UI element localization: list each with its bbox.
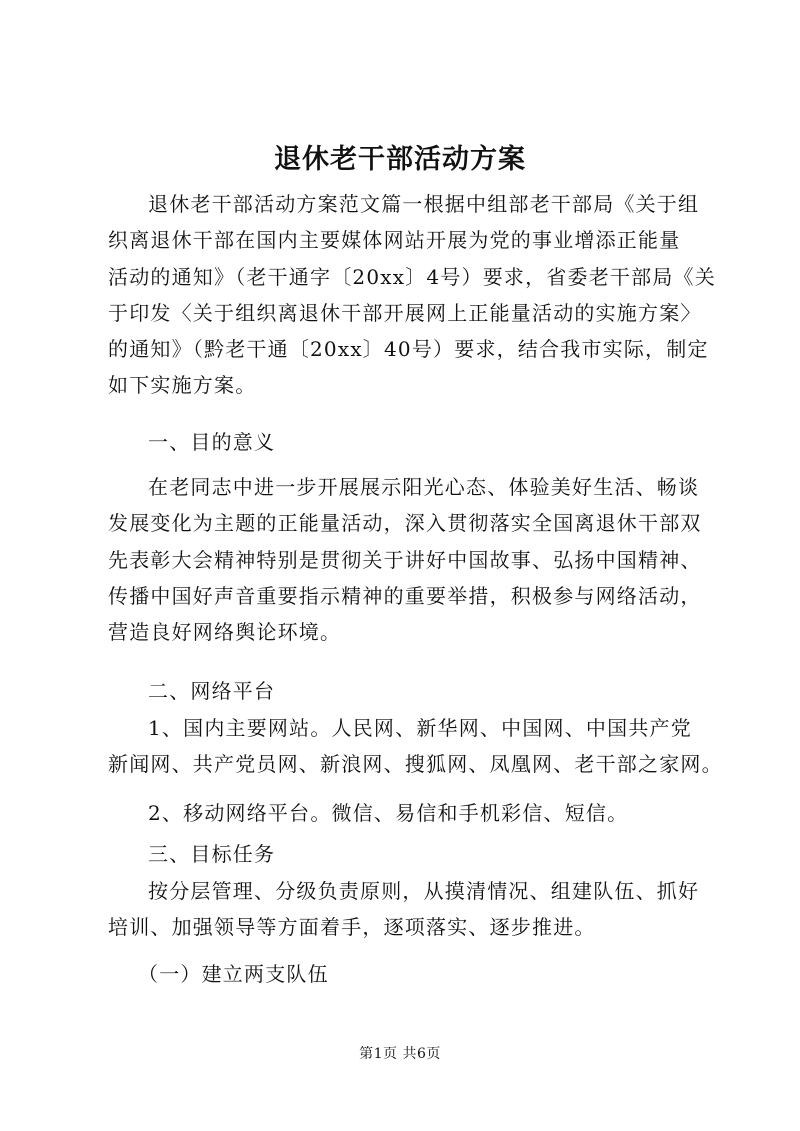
purpose-line: 先表彰大会精神特别是贯彻关于讲好中国故事、弘扬中国精神、: [108, 547, 702, 572]
purpose-line: 传播中国好声音重要指示精神的重要举措，积极参与网络活动，: [108, 583, 702, 608]
goals-paragraph: [108, 873, 698, 946]
purpose-line: 在老同志中进一步开展展示阳光心态、体验美好生活、畅谈: [148, 475, 700, 499]
section-heading-purpose: 一、目的意义: [148, 430, 276, 454]
purpose-line: 发展变化为主题的正能量活动，深入贯彻落实全国离退休干部双: [108, 511, 702, 536]
intro-line: 于印发〈关于组织离退休干部开展网上正能量活动的实施方案〉: [108, 300, 702, 325]
goals-line: 培训、加强领导等方面着手，逐项落实、逐步推进。: [108, 915, 596, 940]
section-heading-platforms: 二、网络平台: [148, 679, 276, 703]
subsection-heading-teams: （一）建立两支队伍: [138, 962, 329, 986]
intro-line: 如下实施方案。: [108, 373, 257, 398]
page-indicator: 第1页 共6页: [359, 1046, 441, 1062]
platforms-line: 1、国内主要网站。人民网、新华网、中国网、中国共产党: [148, 716, 692, 740]
intro-line: 退休老干部活动方案范文篇一根据中组部老干部局《关于组: [148, 192, 700, 216]
document-title: 退休老干部活动方案: [274, 144, 526, 175]
platforms-line: 新闻网、共产党员网、新浪网、搜狐网、凤凰网、老干部之家网。: [108, 752, 723, 777]
intro-paragraph: [108, 186, 716, 404]
purpose-line: 营造良好网络舆论环境。: [108, 620, 342, 645]
section-heading-goals: 三、目标任务: [148, 842, 276, 866]
intro-line: 织离退休干部在国内主要媒体网站开展为党的事业增添正能量: [108, 228, 681, 253]
goals-line: 按分层管理、分级负责原则，从摸清情况、组建队伍、抓好: [148, 879, 700, 903]
intro-line: 活动的通知》（老干通字〔20xx〕4号）要求，省委老干部局《关: [108, 264, 716, 289]
platforms-item-2: 2、移动网络平台。微信、易信和手机彩信、短信。: [148, 801, 629, 825]
intro-line: 的通知》（黔老干通〔20xx〕40号）要求，结合我市实际，制定: [108, 337, 709, 362]
platforms-item-1: [108, 710, 723, 783]
purpose-paragraph: [108, 469, 702, 650]
